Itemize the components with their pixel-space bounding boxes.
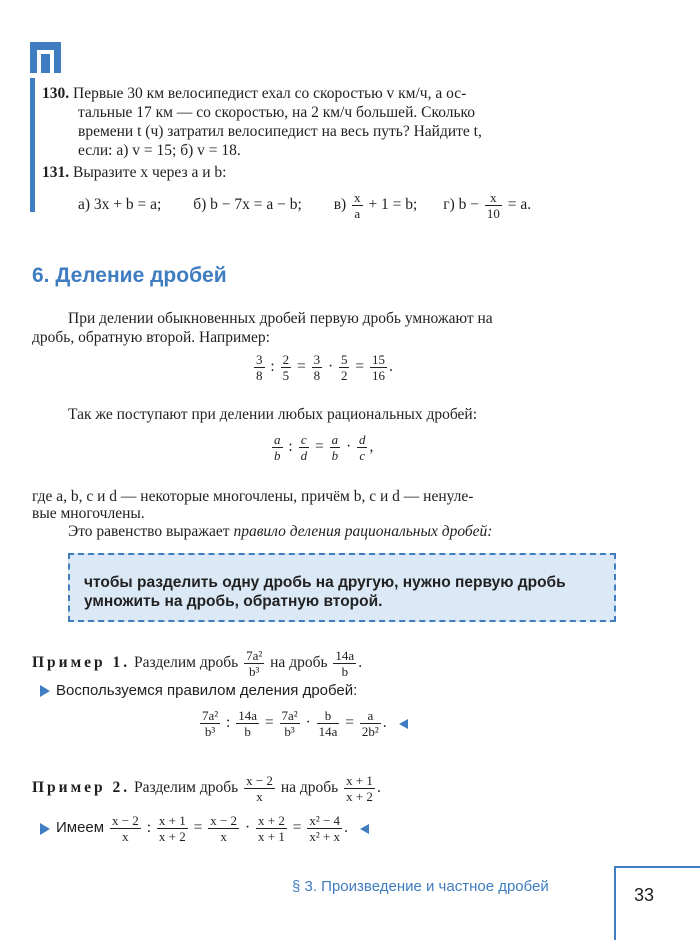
fraction: $\frac{x}{10}$ (486, 190, 500, 221)
problem-131-items (78, 190, 531, 221)
item-label: в) (333, 196, 347, 214)
problem-text-line: времени t (ч) затратил велосипедист на весь путь? Найдите t, (78, 123, 482, 140)
example-2-header: Пример 2. Разделим дробь $\frac{x - 2}{x}$ на дробь $\frac{x + 1}{x + 2}$ . (32, 773, 381, 804)
fraction: $\frac{x}{a}$ (354, 190, 361, 221)
step-arrow-icon (40, 685, 50, 697)
page-number: 33 (634, 885, 655, 905)
section-marker-icon (30, 42, 61, 73)
footer-section-ref: § 3. Произведение и частное дробей (292, 878, 549, 895)
example-1-header: Пример 1. Разделим дробь $\frac{\text{7a²}}{\text{b³}}$ на дробь $\frac{14a}{b}$ . (32, 648, 363, 679)
formula-numeric-division: $\frac{3}{8}$ : $\frac{2}{5}$ = $\frac{3}{8}$ · $\frac{5}{2}$ = $\frac{15}{16}$ . (256, 352, 393, 383)
footer-divider (614, 866, 616, 940)
section-heading: 6. Деление дробей (32, 264, 227, 287)
end-marker-icon (360, 824, 369, 834)
paragraph-line: При делении обыкновенных дробей первую дробь умножают на (68, 310, 493, 327)
paragraph-line: вые многочлены. (32, 505, 145, 522)
step-arrow-icon (40, 823, 50, 835)
paragraph-line: Так же поступают при делении любых рациональных дробей: (68, 406, 478, 423)
item-label: б) (193, 196, 207, 214)
item-expr: 3x + b = a; (93, 196, 162, 214)
footer-divider (614, 866, 700, 868)
example-1-calculation: $\frac{\text{7a²}}{\text{b³}}$ : $\frac{14a}{b}$ = $\frac{\text{7a²}}{\text{b³}}$ · $\frac{b}{14a}$ = $\frac{a}{\text{2b²}}$ . (198, 708, 408, 739)
rule-text: чтобы разделить одну дробь на другую, нужно первую дробь умножить на дробь, обратную второй. (84, 574, 566, 610)
paragraph-line: дробь, обратную второй. Например: (32, 329, 270, 346)
problem-number: 130. (42, 85, 70, 102)
item-expr: b − 7x = a − b; (210, 196, 302, 214)
problem-text-line: если: а) v = 15; б) v = 18. (78, 142, 241, 159)
exercise-side-bar (30, 78, 35, 212)
example-2-calculation: Имеем $\frac{x - 2}{x}$ : $\frac{x + 1}{x + 2}$ = $\frac{x - 2}{x}$ · $\frac{x + 2}{x + 1}$ = $\frac{\text{x² − 4}}{\text{x² + x}}$ . (40, 813, 369, 844)
paragraph-line: Это равенство выражает правило деления рациональных дробей: (68, 523, 493, 540)
problem-130 (42, 84, 466, 103)
problem-text-line: тальные 17 км — со скоростью, на 2 км/ч большей. Сколько (78, 104, 476, 121)
problem-text-line: Первые 30 км велосипедист ехал со скоростью v км/ч, а ос- (73, 85, 467, 102)
rule-box (68, 553, 616, 622)
problem-number: 131. (42, 164, 70, 181)
example-1-step: Воспользуемся правилом деления дробей: (40, 681, 357, 700)
item-label: а) (78, 196, 91, 214)
end-marker-icon (399, 719, 408, 729)
item-expr: + 1 = b; (368, 196, 418, 214)
paragraph-line: где a, b, c и d — некоторые многочлены, причём b, c и d — ненуле- (32, 488, 474, 505)
problem-intro: Выразите x через a и b: (73, 164, 227, 181)
item-expr: = a. (507, 196, 532, 214)
problem-131 (42, 163, 226, 182)
formula-general-division: $\frac{a}{b}$ : $\frac{c}{d}$ = $\frac{a}{b}$ · $\frac{d}{c}$ , (274, 432, 374, 463)
item-expr: b − (458, 196, 480, 214)
item-label: г) (443, 196, 455, 214)
